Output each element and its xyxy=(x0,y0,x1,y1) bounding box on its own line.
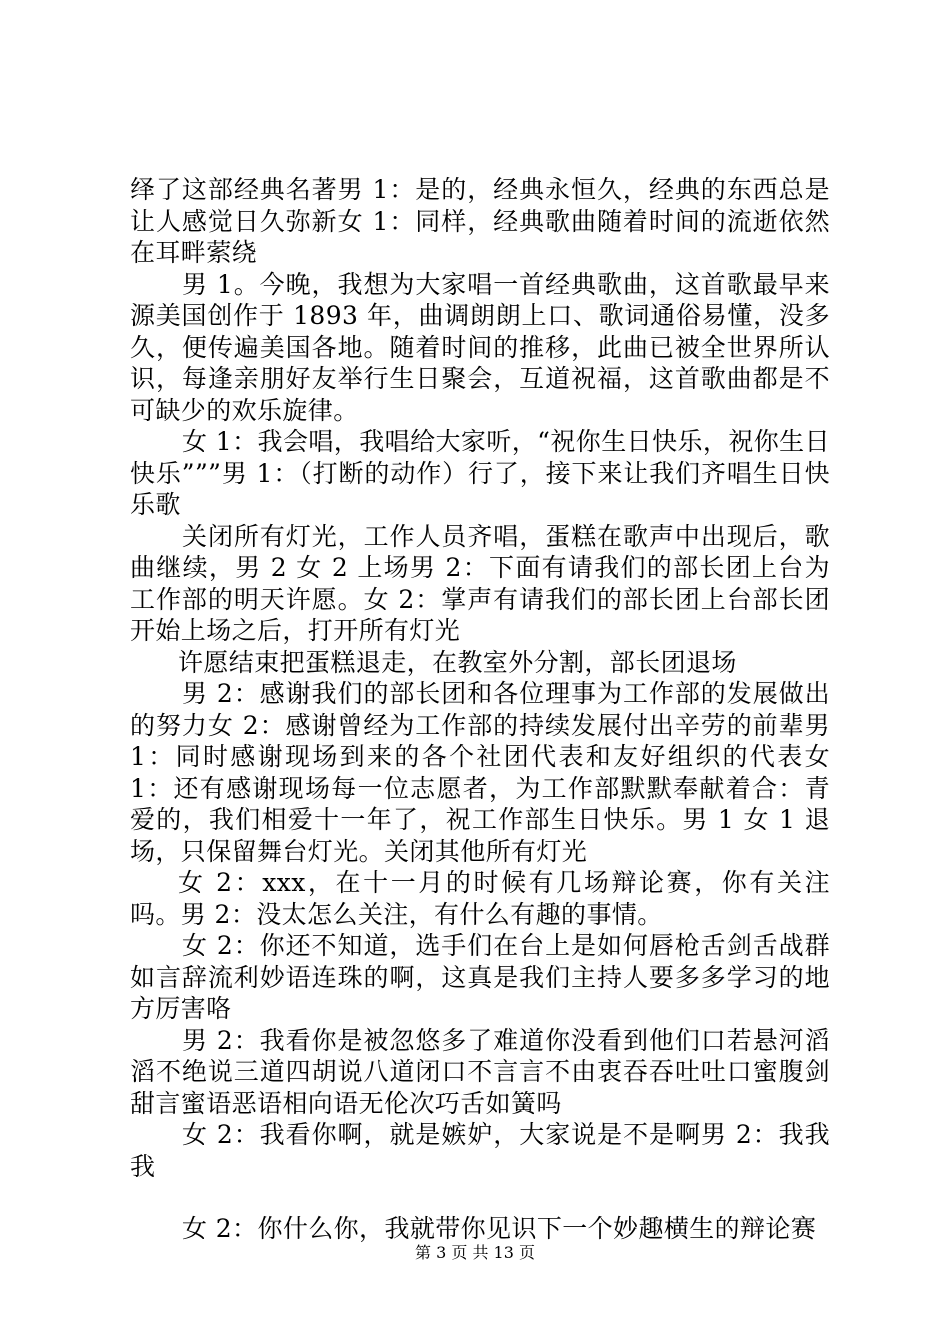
paragraph: 女 2：你还不知道，选手们在台上是如何唇枪舌剑舌战群如言辞流利妙语连珠的啊，这真是我们主持人要多多学习的地方厉害咯 xyxy=(130,931,830,1023)
paragraph: 绎了这部经典名著男 1：是的，经典永恒久，经典的东西总是让人感觉日久弥新女 1：同样，经典歌曲随着时间的流逝依然在耳畔萦绕 xyxy=(130,175,830,267)
paragraph: 女 2：你什么你，我就带你见识下一个妙趣横生的辩论赛 xyxy=(182,1214,817,1243)
paragraph: 女 2：xxx，在十一月的时候有几场辩论赛，你有关注吗。男 2：没太怎么关注，有什么有趣的事情。 xyxy=(130,868,830,929)
paragraph: 男 2：我看你是被忽悠多了难道你没看到他们口若悬河滔滔不绝说三道四胡说八道闭口不言言不由衷吞吞吐吐口蜜腹剑甜言蜜语恶语相向语无伦次巧舌如簧吗 xyxy=(130,1025,830,1118)
paragraph-spacer xyxy=(130,1182,830,1213)
paragraph: 女 2：我看你啊，就是嫉妒，大家说是不是啊男 2：我我我 xyxy=(130,1120,830,1181)
paragraph: 许愿结束把蛋糕退走，在教室外分割，部长团退场 xyxy=(178,647,737,677)
document-body xyxy=(130,174,830,1245)
page-number-footer: 第 3 页 共 13 页 xyxy=(415,1243,535,1262)
paragraph: 关闭所有灯光，工作人员齐唱，蛋糕在歌声中出现后，歌曲继续，男 2 女 2 上场男 2：下面有请我们的部长团上台为工作部的明天许愿。女 2：掌声有请我们的部长团上台部长团开始上场之后，打开所有灯光 xyxy=(130,521,830,645)
paragraph: 男 1。今晚，我想为大家唱一首经典歌曲，这首歌最早来源美国创作于 1893 年，曲调朗朗上口、歌词通俗易懂，没多久，便传遍美国各地。随着时间的推移，此曲已被全世界所认识，每逢亲朋好友举行生日聚会，互道祝福，这首歌曲都是不可缺少的欢乐旋律。 xyxy=(130,269,830,425)
paragraph: 女 1：我会唱，我唱给大家听，“祝你生日快乐，祝你生日快乐”””男 1：（打断的动作）行了，接下来让我们齐唱生日快乐歌 xyxy=(130,427,830,519)
paragraph: 男 2：感谢我们的部长团和各位理事为工作部的发展做出的努力女 2：感谢曾经为工作部的持续发展付出辛劳的前辈男 1：同时感谢现场到来的各个社团代表和友好组织的代表女 1：还有感谢现场每一位志愿者，为工作部默默奉献着合：青爱的，我们相爱十一年了，祝工作部生日快乐。男 1 女 1 退场，只保留舞台灯光。关闭其他所有灯光 xyxy=(130,679,830,866)
